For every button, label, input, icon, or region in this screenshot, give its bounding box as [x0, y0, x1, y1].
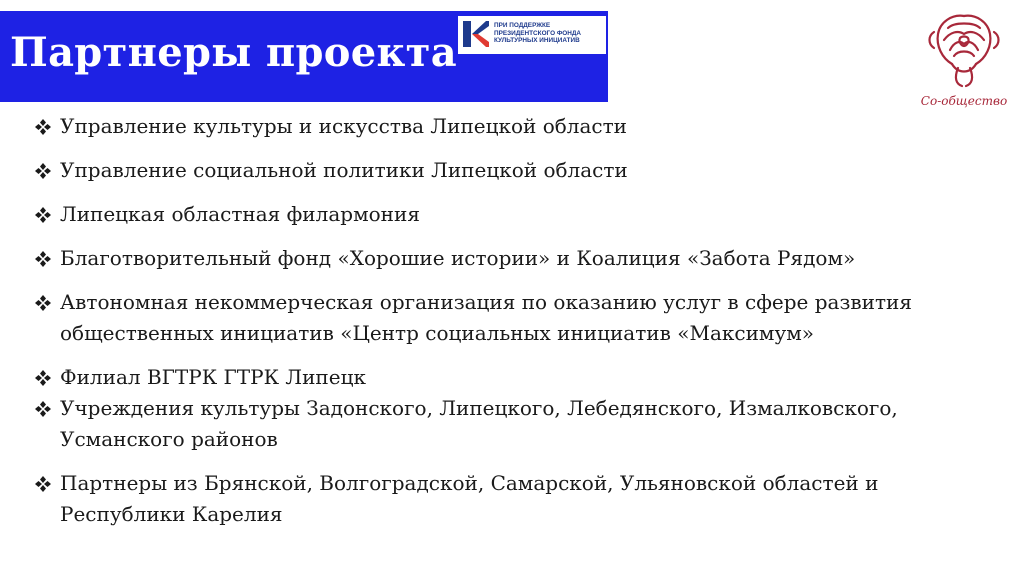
four-diamond-bullet-icon	[34, 206, 52, 224]
fund-logo-text	[494, 22, 606, 45]
list-item	[34, 468, 984, 530]
list-item	[34, 199, 984, 230]
list-item	[34, 362, 984, 393]
list-item-text: Партнеры из Брянской, Волгоградской, Самарской, Ульяновской областей и Республики Карелия	[60, 471, 879, 526]
list-item-text: Липецкая областная филармония	[60, 202, 420, 226]
list-item	[34, 155, 984, 186]
presidential-fund-logo	[458, 16, 606, 54]
rose-icon	[924, 8, 1004, 92]
fund-logo-line: КУЛЬТУРНЫХ ИНИЦИАТИВ	[494, 37, 580, 45]
presidential-grants-fund-logo-icon	[462, 19, 490, 49]
four-diamond-bullet-icon	[34, 294, 52, 312]
partners-list	[34, 111, 984, 530]
four-diamond-bullet-icon	[34, 400, 52, 418]
list-item	[34, 111, 984, 142]
list-item	[34, 243, 984, 274]
list-item-text: Благотворительный фонд «Хорошие истории» и Коалиция «Забота Рядом»	[60, 246, 856, 270]
four-diamond-bullet-icon	[34, 250, 52, 268]
four-diamond-bullet-icon	[34, 162, 52, 180]
four-diamond-bullet-icon	[34, 369, 52, 387]
page-title: Партнеры проекта	[10, 29, 457, 76]
four-diamond-bullet-icon	[34, 475, 52, 493]
org-logo-name: Со-общество	[920, 94, 1008, 108]
list-item-text: Управление культуры и искусства Липецкой области	[60, 114, 628, 138]
list-item	[34, 287, 984, 349]
list-item-text: Управление социальной политики Липецкой области	[60, 158, 628, 182]
four-diamond-bullet-icon	[34, 118, 52, 136]
list-item-text: Учреждения культуры Задонского, Липецкого, Лебедянского, Измалковского, Усманского районов	[60, 396, 898, 451]
org-logo	[916, 8, 1012, 114]
list-item-text: Филиал ВГТРК ГТРК Липецк	[60, 365, 366, 389]
list-item-text: Автономная некоммерческая организация по оказанию услуг в сфере развития общественных инициатив «Центр социальных инициатив «Максимум»	[60, 290, 912, 345]
fund-logo-line: ПРИ ПОДДЕРЖКЕ	[494, 22, 551, 29]
fund-logo-line: ПРЕЗИДЕНТСКОГО ФОНДА	[494, 29, 582, 37]
list-item	[34, 393, 984, 455]
